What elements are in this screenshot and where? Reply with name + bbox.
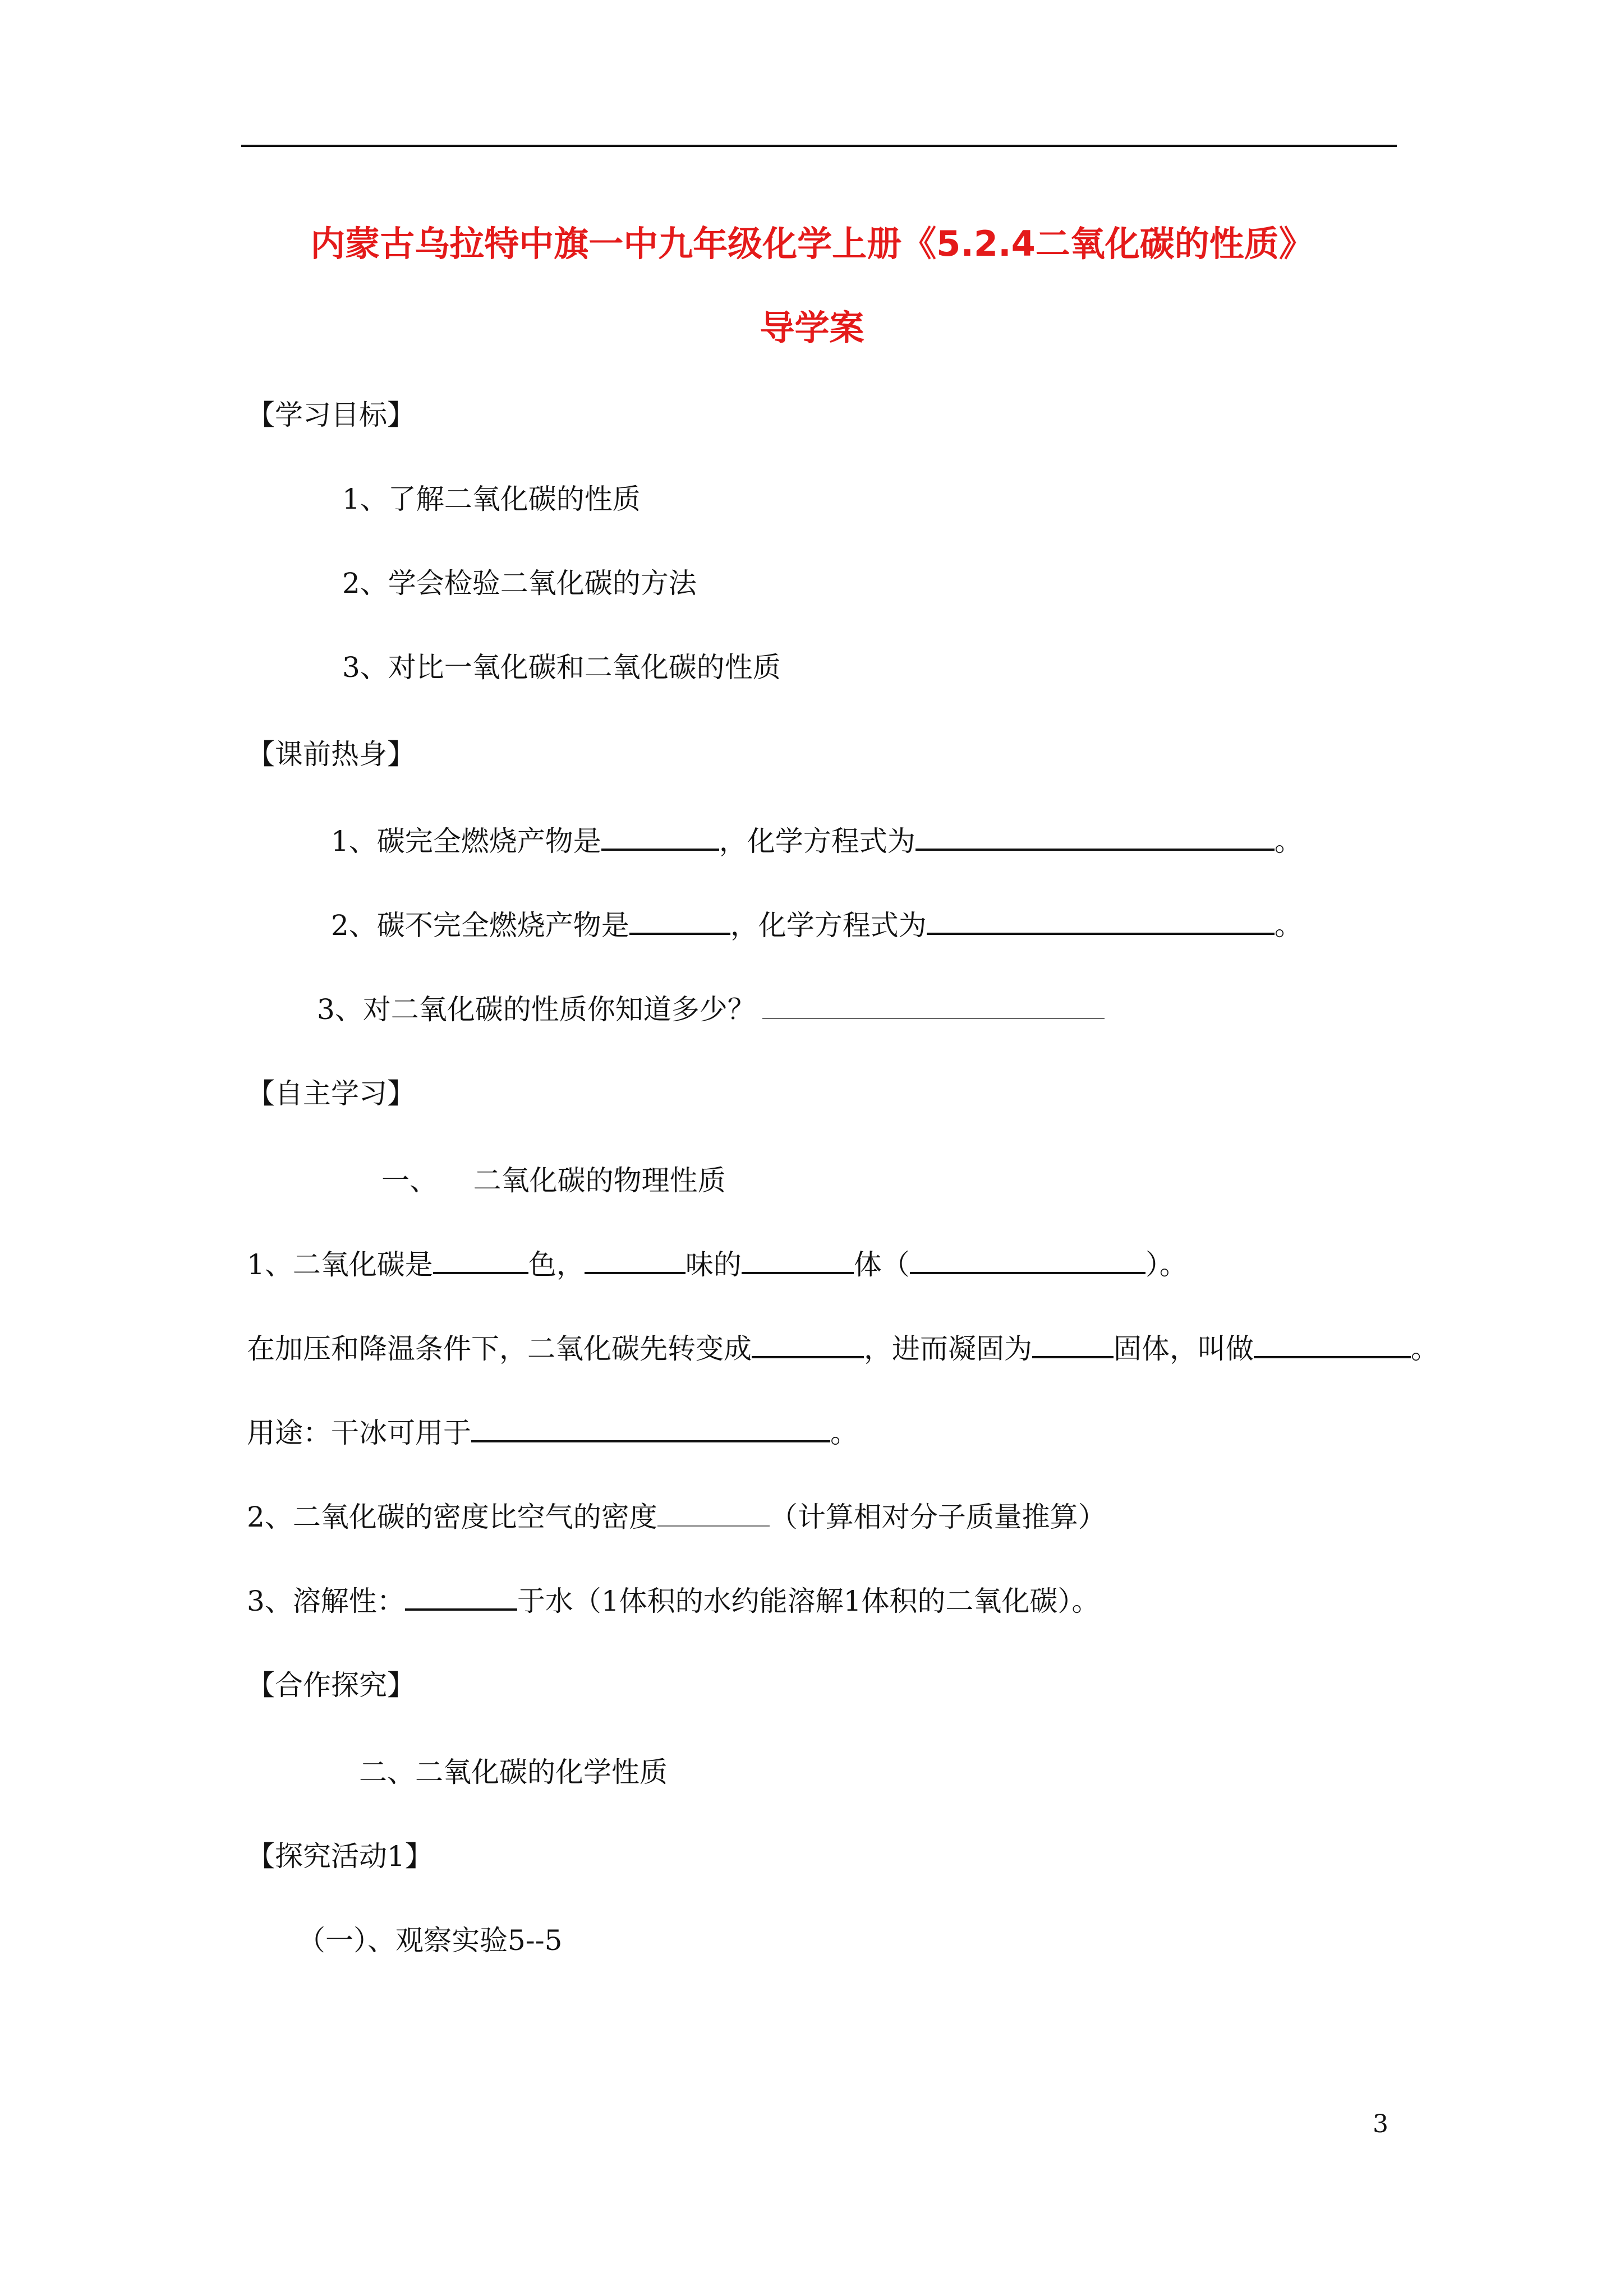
header-rule (241, 145, 1397, 147)
answer-blank[interactable] (742, 1250, 854, 1274)
section-heading-cooperation: 【合作探究】 (247, 1669, 415, 1702)
warmup-question-3: 3、对二氧化碳的性质你知道多少？ (317, 987, 1105, 1027)
subsection-chemical-properties: 二、二氧化碳的化学性质 (359, 1756, 668, 1788)
answer-blank[interactable] (405, 1586, 517, 1611)
dry-ice-usage: 用途：干冰可用于 。 (247, 1417, 858, 1449)
section-heading-warmup: 【课前热身】 (247, 738, 415, 771)
page-number: 3 (1373, 2110, 1388, 2138)
section-heading-self-study: 【自主学习】 (247, 1077, 415, 1110)
answer-blank[interactable] (915, 826, 1275, 851)
document-title: 内蒙古乌拉特中旗一中九年级化学上册《5.2.4二氧化碳的性质》 (310, 223, 1314, 264)
answer-blank[interactable] (601, 826, 719, 851)
answer-blank[interactable] (471, 1418, 830, 1442)
answer-blank[interactable] (657, 1503, 770, 1527)
warmup-question-2: 2、碳不完全燃烧产物是 ，化学方程式为 。 (331, 909, 1303, 942)
activity-heading: 【探究活动1】 (247, 1840, 433, 1873)
subsection-physical-properties: 一、 二氧化碳的物理性质 (381, 1164, 726, 1197)
answer-blank[interactable] (585, 1250, 686, 1274)
physical-property-2: 2、二氧化碳的密度比空气的密度 （计算相对分子质量推算） (247, 1501, 1106, 1533)
answer-blank[interactable] (1254, 1334, 1411, 1358)
answer-blank[interactable] (927, 910, 1275, 935)
answer-blank[interactable] (1032, 1334, 1114, 1358)
answer-blank[interactable] (629, 910, 730, 935)
document-subtitle: 导学案 (760, 307, 864, 348)
answer-blank[interactable] (762, 995, 1105, 1019)
physical-property-1: 1、二氧化碳是 色， 味的 体（ ）。 (247, 1248, 1188, 1281)
answer-blank[interactable] (910, 1250, 1145, 1274)
goal-item-1: 1、了解二氧化碳的性质 (342, 483, 641, 515)
section-heading-goals: 【学习目标】 (247, 399, 415, 431)
physical-property-3: 3、溶解性： 于水（1体积的水约能溶解1体积的二氧化碳）。 (247, 1585, 1100, 1617)
experiment-label: （一）、观察实验5--5 (297, 1924, 563, 1957)
warmup-question-1: 1、碳完全燃烧产物是 ，化学方程式为 。 (331, 825, 1303, 857)
dry-ice-sentence: 在加压和降温条件下，二氧化碳先转变成 ，进而凝固为 固体，叫做 。 (247, 1333, 1439, 1365)
answer-blank[interactable] (752, 1334, 864, 1358)
answer-blank[interactable] (433, 1250, 528, 1274)
goal-item-2: 2、学会检验二氧化碳的方法 (342, 567, 697, 600)
goal-item-3: 3、对比一氧化碳和二氧化碳的性质 (342, 651, 781, 684)
